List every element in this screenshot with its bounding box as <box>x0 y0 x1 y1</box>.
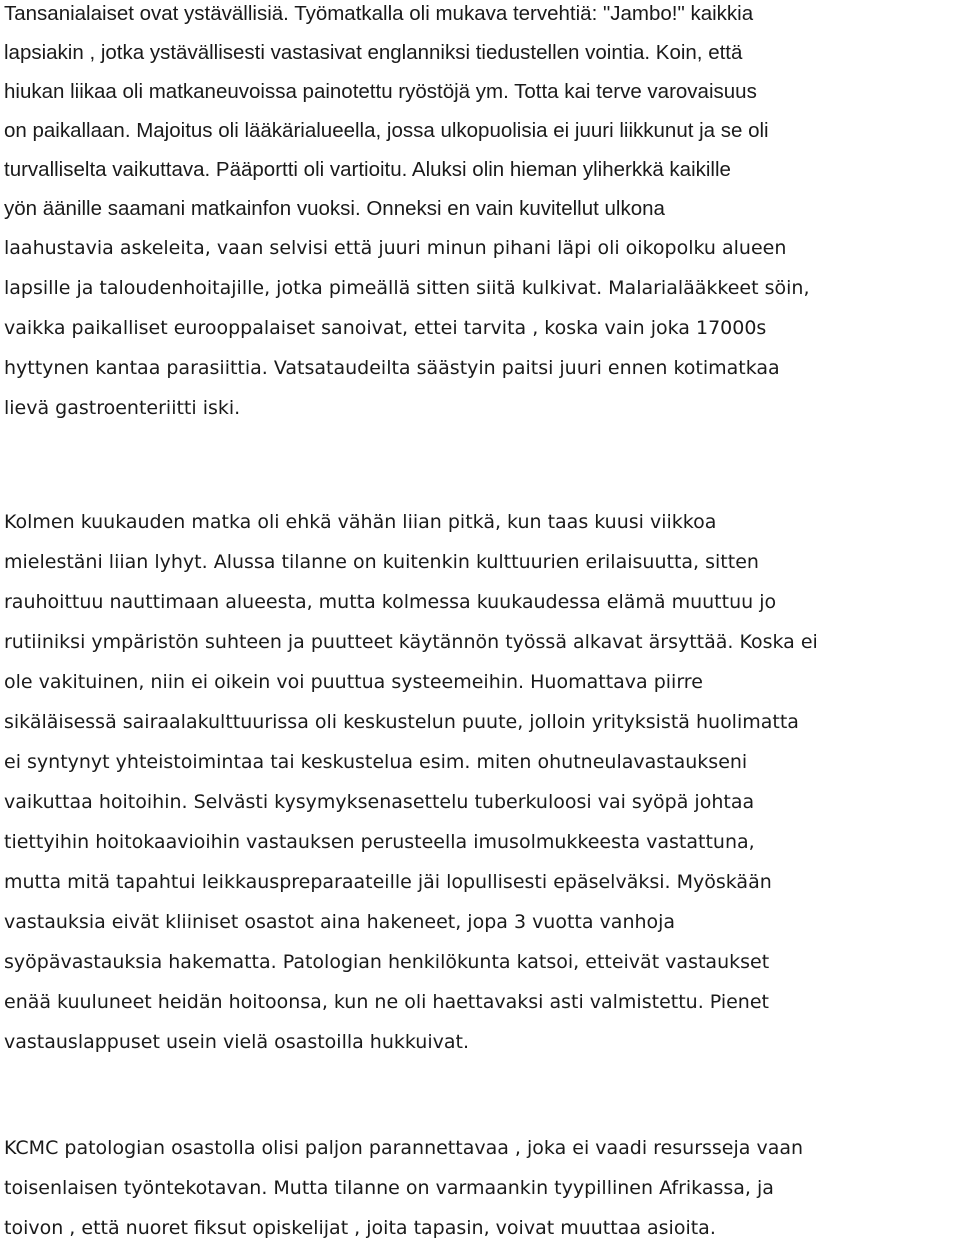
text-segment: hiukan liikaa oli matkaneuvoissa painotettu ryöstöjä ym. Totta kai terve varovaisuus <box>4 80 757 103</box>
text-line <box>4 348 810 388</box>
text-segment: vastauslappuset usein vielä osastoilla hukkuivat. <box>4 1031 470 1053</box>
text-line <box>4 582 818 622</box>
text-segment: rauhoittuu nauttimaan alueesta, mutta kolmessa kuukaudessa elämä muuttuu jo <box>4 591 777 613</box>
text-segment: ole vakituinen, niin ei oikein voi puuttua systeemeihin. Huomattava piirre <box>4 671 703 693</box>
text-segment: lapsille ja taloudenhoitajille, jotka pimeällä sitten siitä kulkivat. Malarialääkkeet söin, <box>4 277 810 299</box>
text-line <box>4 1022 818 1062</box>
text-line <box>4 982 818 1022</box>
text-segment: rutiiniksi ympäristön suhteen ja puutteet käytännön työssä alkavat ärsyttää. Koska ei <box>4 631 818 653</box>
paragraph-3 <box>4 1128 803 1248</box>
text-line <box>4 268 810 308</box>
text-segment: laahustavia askeleita, vaan selvisi että juuri minun pihani läpi oli oikopolku alueen <box>4 237 787 259</box>
text-segment: ei syntynyt yhteistoimintaa tai keskustelua esim. miten ohutneulavastaukseni <box>4 751 748 773</box>
text-line <box>4 622 818 662</box>
text-line <box>4 942 818 982</box>
text-segment: enää kuuluneet heidän hoitoonsa, kun ne oli haettavaksi asti valmistettu. Pienet <box>4 991 769 1013</box>
text-line <box>4 72 810 111</box>
text-line <box>4 1168 803 1208</box>
text-segment: sikäläisessä sairaalakulttuurissa oli keskustelun puute, jolloin yrityksistä huolimatta <box>4 711 799 733</box>
text-segment: Tansanialaiset ovat ystävällisiä. Työmatkalla oli mukava tervehtiä: "Jambo!" kaikkia <box>4 2 754 25</box>
text-segment: yön äänille saamani matkainfon vuoksi. Onneksi en vain kuvitellut ulkona <box>4 197 665 220</box>
text-segment: syöpävastauksia hakematta. Patologian henkilökunta katsoi, etteivät vastaukset <box>4 951 770 973</box>
text-line <box>4 33 810 72</box>
text-line <box>4 502 818 542</box>
text-line <box>4 662 818 702</box>
text-segment: turvalliselta vaikuttava. Pääportti oli vartioitu. Aluksi olin hieman yliherkkä kaikille <box>4 158 731 181</box>
text-line <box>4 902 818 942</box>
text-segment: vaikka paikalliset eurooppalaiset sanoivat, ettei tarvita , koska vain joka 17000s <box>4 317 767 339</box>
paragraph-2 <box>4 502 818 1062</box>
text-segment: lapsiakin , jotka ystävällisesti vastasivat englanniksi tiedustellen vointia. Koin, että <box>4 41 743 64</box>
text-line <box>4 388 810 428</box>
text-segment: tiettyihin hoitokaavioihin vastauksen perusteella imusolmukkeesta vastattuna, <box>4 831 755 853</box>
text-line <box>4 742 818 782</box>
text-segment: hyttynen kantaa parasiittia. Vatsataudeilta säästyin paitsi juuri ennen kotimatkaa <box>4 357 780 379</box>
text-line <box>4 1208 803 1248</box>
text-segment: KCMC patologian osastolla olisi paljon parannettavaa , joka ei vaadi resursseja vaan <box>4 1137 804 1159</box>
text-segment: toivon , että nuoret fiksut opiskelijat , joita tapasin, voivat muuttaa asioita. <box>4 1217 716 1239</box>
text-segment: on paikallaan. Majoitus oli lääkärialueella, jossa ulkopuolisia ei juuri liikkunut ja se oli <box>4 119 769 142</box>
text-line <box>4 822 818 862</box>
text-segment: Kolmen kuukauden matka oli ehkä vähän liian pitkä, kun taas kuusi viikkoa <box>4 511 717 533</box>
text-line <box>4 150 810 189</box>
text-line <box>4 189 810 228</box>
text-line <box>4 782 818 822</box>
text-segment: toisenlaisen työntekotavan. Mutta tilanne on varmaankin tyypillinen Afrikassa, ja <box>4 1177 774 1199</box>
text-line <box>4 308 810 348</box>
text-segment: vaikuttaa hoitoihin. Selvästi kysymyksenasettelu tuberkuloosi vai syöpä johtaa <box>4 791 755 813</box>
text-line <box>4 542 818 582</box>
text-line <box>4 0 810 33</box>
text-line <box>4 228 810 268</box>
text-line <box>4 862 818 902</box>
text-segment: mielestäni liian lyhyt. Alussa tilanne on kuitenkin kulttuurien erilaisuutta, sitten <box>4 551 759 573</box>
paragraph-1 <box>4 0 810 428</box>
text-segment: mutta mitä tapahtui leikkauspreparaateille jäi lopullisesti epäselväksi. Myöskään <box>4 871 772 893</box>
text-segment: lievä gastroenteriitti iski. <box>4 397 241 419</box>
text-line <box>4 1128 803 1168</box>
text-line <box>4 111 810 150</box>
text-line <box>4 702 818 742</box>
text-segment: vastauksia eivät kliiniset osastot aina hakeneet, jopa 3 vuotta vanhoja <box>4 911 676 933</box>
